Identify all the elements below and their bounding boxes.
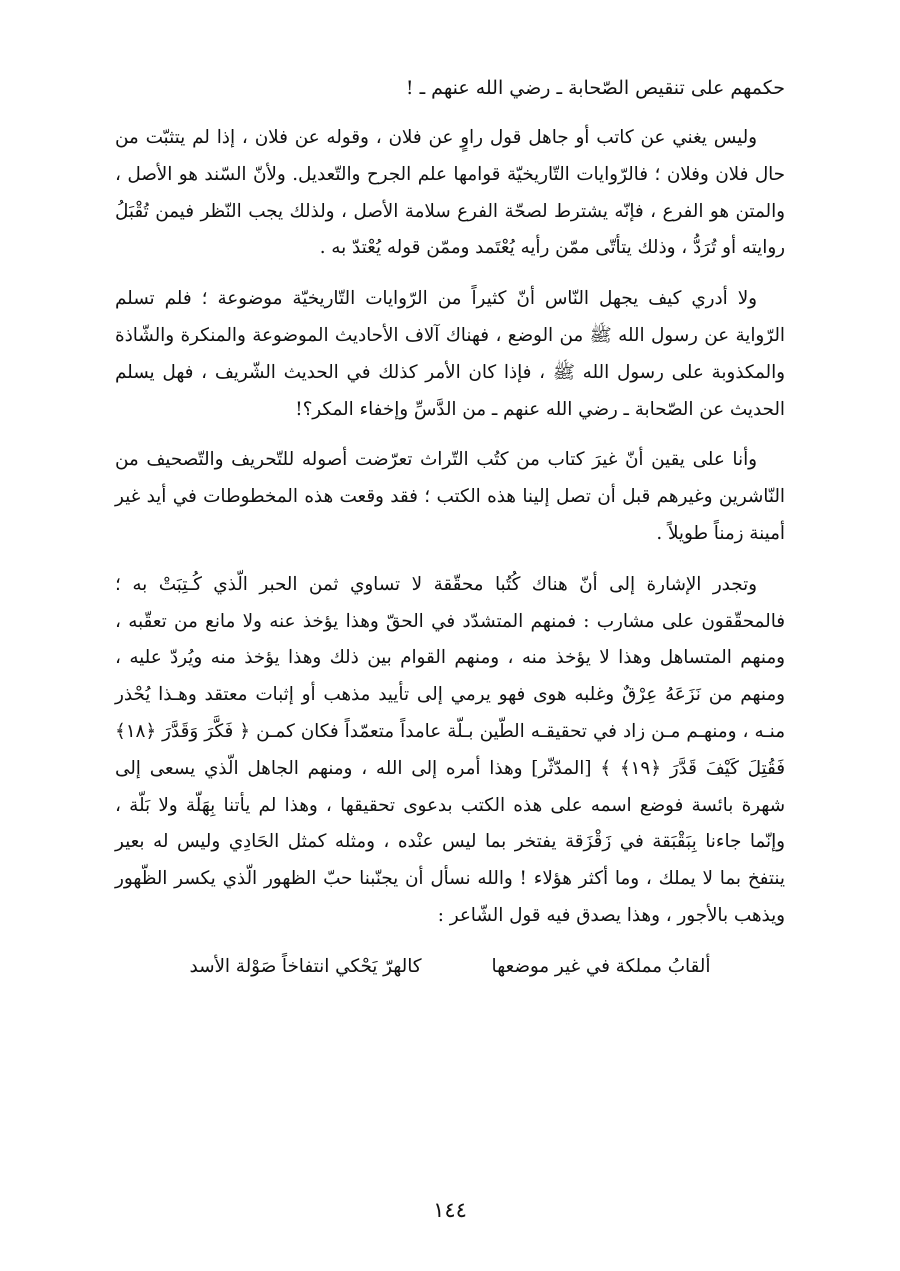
poetry-verse bbox=[115, 949, 785, 985]
paragraph-manuscript-alteration: وأنا على يقين أنّ غيرَ كتاب من كتُب التّراث تعرّضت أصوله للتّحريف والتّصحيف من النّاشرين وغيرهم قبل أن تصل إلينا هذه الكتب ؛ فقد وقعت هذه المخطوطات في أيد غير أمينة زمناً طويلاً . bbox=[115, 449, 785, 544]
paragraph-fabricated-narrations: ولا أدري كيف يجهل النّاس أنّ كثيراً من الرّوايات التّاريخيّة موضوعة ؛ فلم تسلم الرّواية عن رسول الله ﷺ من الوضع ، فهناك آلاف الأحاديث الموضوعة والمنكرة والشّاذة والمكذوبة على رسول الله ﷺ ، فإذا كان الأمر كذلك في الحديث الشّريف ، فهل يسلم الحديث عن الصّحابة ـ رضي الله عنهم ـ من الدَّسِّ وإخفاء المكر؟! bbox=[115, 288, 785, 420]
paragraph-narration-criticism: وليس يغني عن كاتب أو جاهل قول راوٍ عن فلان ، وقوله عن فلان ، إذا لم يتثبّت من حال فلان وفلان ؛ فالرّوايات التّاريخيّة قوامها علم الجرح والتّعديل. ولأنّ السّند هو الأصل ، والمتن هو الفرع ، فإنّه يشترط لصحّة الفرع سلامة الأصل ، ولذلك يجب النّظر فيمن تُقْبَلُ روايته أو تُرَدُّ ، وذلك يتأتّى ممّن رأيه يُعْتَمد وممّن قوله يُعْتدّ به . bbox=[115, 127, 785, 259]
verse-first-hemistich: ألقابُ مملكة في غير موضعها bbox=[491, 955, 711, 977]
book-page bbox=[115, 70, 785, 1230]
verse-second-hemistich: كالهرّ يَحْكي انتفاخاً صَوْلة الأسد bbox=[189, 955, 422, 977]
paragraph-editors-types: وتجدر الإشارة إلى أنّ هناك كُتُبا محقّقة لا تساوي ثمن الحبر الّذي كُـتِبَتْ به ؛ فالمحقّقون على مشارب : فمنهم المتشدّد في الحقّ وهذا يؤخذ عنه ولا مانع من تعقّبه ، ومنهم المتساهل وهذا لا يؤخذ منه ، ومنهم القوام بين ذلك وهذا يؤخذ منه ويُردّ عليه ، ومنهم من نَزَعَهُ عِرْقٌ وغلبه هوى فهو يرمي إلى تأييد مذهب أو إثبات معتقد وهـذا يُحْذر منـه ، ومنهـم مـن زاد في تحقيقـه الطّين بـلّة عامداً متعمّداً فكان كمـن ﴿ فَكَّرَ وَقَدَّرَ ﴿١٨﴾ فَقُتِلَ كَيْفَ قَدَّرَ ﴿١٩﴾ ﴾ [المدّثّر] وهذا أمره إلى الله ، ومنهم الجاهل الّذي يسعى إلى شهرة بائسة فوضع اسمه على هذه الكتب بدعوى تحقيقها ، وهذا لم يأتنا بِهَلّة ولا بَلّة ، وإنّما جاءنا بِبَقْبَقة في زَقْزَقة يفتخر بما ليس عنْده ، ومثله كمثل الحَادِي وليس له بعير ينتفخ بما لا يملك ، وما أكثر هؤلاء ! والله نسأل أن يجنّبنا حبّ الظهور الّذي يكسر الظّهور ويذهب بالأجور ، وهذا يصدق فيه قول الشّاعر : bbox=[115, 573, 785, 926]
running-title: حكمهم على تنقيص الصّحابة ـ رضي الله عنهم ـ ! bbox=[405, 77, 785, 99]
page-number: ١٤٤ bbox=[433, 1198, 467, 1222]
